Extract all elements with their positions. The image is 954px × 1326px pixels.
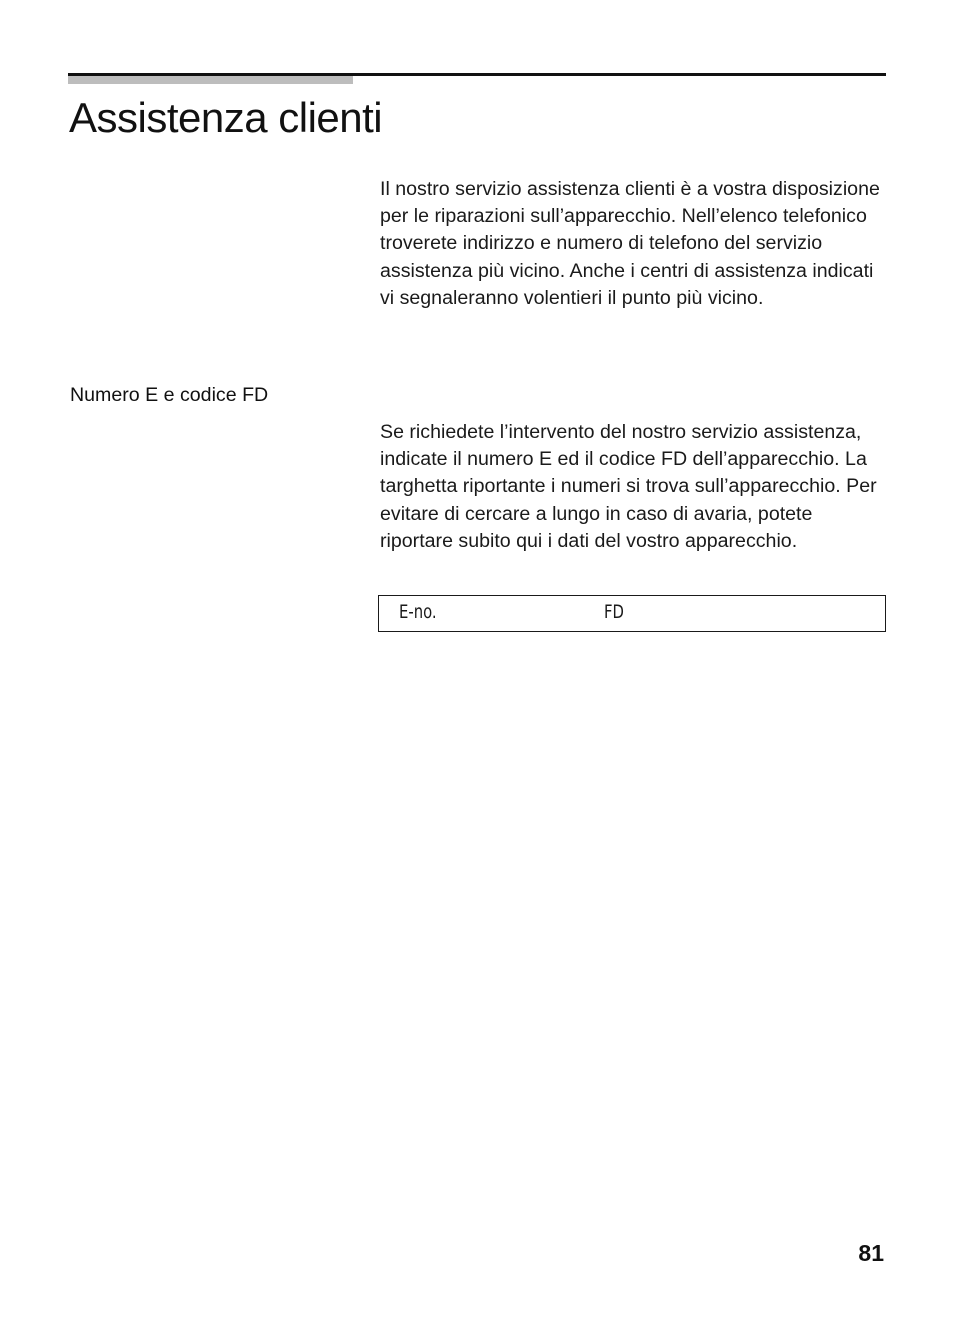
section-heading: Numero E e codice FD — [70, 384, 269, 406]
intro-paragraph: Il nostro servizio assistenza clienti è a vostra disposizione per le riparazioni sull’apparecchio. Nell’elenco telefonico troverete indirizzo e numero di telefono del servizio assistenza più vicino. Anche i centri di assistenza indicati vi segnaleranno volentieri il punto più vicino. — [380, 178, 880, 309]
header-accent-bar — [68, 76, 353, 84]
fd-code-label: FD — [604, 601, 624, 623]
section-paragraph: Se richiedete l’intervento del nostro servizio assistenza, indicate il numero E ed il codice FD dell’apparecchio. La targhetta riportante i numeri si trova sull’apparecchio. Per evitare di cercare a lungo in caso di avaria, potete riportare subito qui i dati del vostro apparecchio. — [380, 421, 877, 552]
page-number: 81 — [858, 1240, 884, 1266]
appliance-id-box — [378, 595, 886, 632]
page-title: Assistenza clienti — [69, 94, 383, 141]
header-rule — [68, 73, 886, 76]
e-number-label: E-no. — [399, 601, 437, 623]
